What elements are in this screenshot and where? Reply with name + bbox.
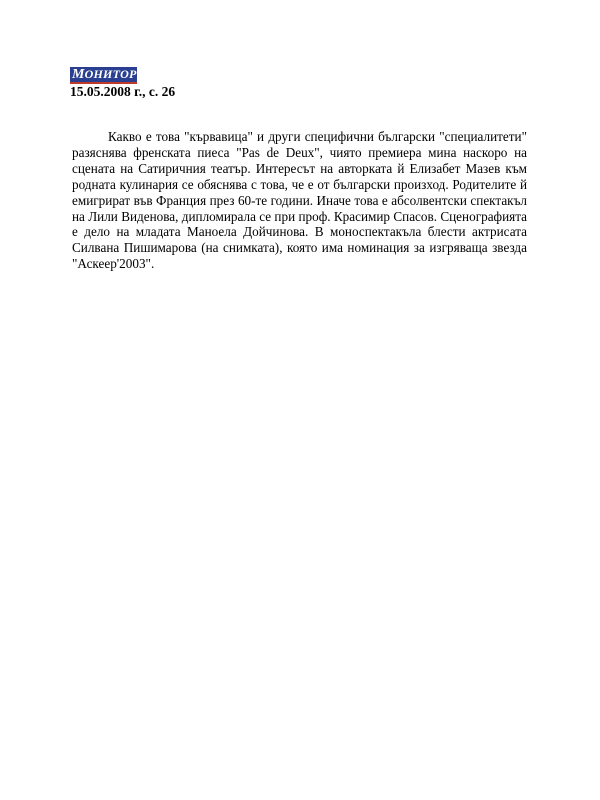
article-body: Какво е това "кървавица" и други специфични български "специалитети" разяснява френската пиеса "Pas de Deux", чиято премиера мина наскоро на сцената на Сатиричния театър. Интересът на авторката й Елизабет Мазев към родната кулинария се обяснява с това, че е от български произход. Родителите й емигрират във Франция през 60-те години. Иначе това е абсолвентски спектакъл на Лили Виденова, дипломирала се при проф. Красимир Спасов. Сценографията е дело на младата Маноела Дойчинова. В моноспектакъла блести актрисата Силвана Пишимарова (на снимката), която има номинация за изгряваща звезда "Аскеер'2003".	[72, 129, 527, 272]
publication-logo-initial: М	[72, 67, 85, 82]
publication-logo-text	[70, 67, 137, 82]
dateline: 15.05.2008 г., с. 26	[70, 84, 176, 99]
publication-logo	[70, 67, 137, 84]
publication-logo-rest: ОНИТОР	[84, 67, 137, 81]
